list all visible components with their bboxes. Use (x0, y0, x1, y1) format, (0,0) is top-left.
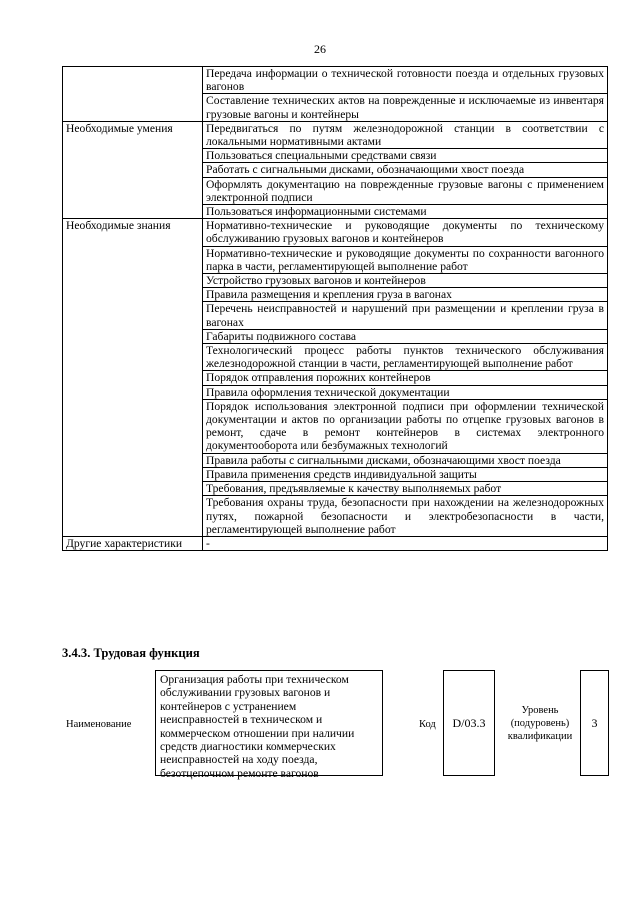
table-row (63, 219, 608, 246)
qualification-level-value: 3 (580, 670, 609, 776)
table-item: - (203, 536, 608, 550)
table-item: Передвигаться по путям железнодорожной станции в соответствии с локальными нормативными актами (203, 121, 608, 148)
code-value: D/03.3 (443, 670, 495, 776)
table-item: Перечень неисправностей и нарушений при размещении и креплении груза в вагонах (203, 302, 608, 329)
table-item: Нормативно-технические и руководящие документы по техническому обслуживанию грузовых вагонов и контейнеров (203, 219, 608, 246)
table-row (63, 536, 608, 550)
function-name-value: Организация работы при техническом обслуживании грузовых вагонов и контейнеров с устранением неисправностей в техническом и коммерческом отношении при наличии средств диагностики коммерческих неисправностей на ходу поезда, безотцепочном ремонте вагонов (155, 670, 383, 776)
page-number: 26 (314, 42, 326, 56)
code-label: Код (419, 719, 436, 730)
name-label: Наименование (66, 719, 132, 730)
row-label: Другие характеристики (63, 536, 203, 550)
table-item: Правила оформления технической документации (203, 385, 608, 399)
section-heading: 3.4.3. Трудовая функция (62, 646, 200, 660)
requirements-table (62, 66, 608, 551)
row-label (63, 67, 203, 122)
table-row (63, 121, 608, 148)
table-item: Передача информации о технической готовности поезда и отдельных грузовых вагонов (203, 67, 608, 94)
table-item: Правила работы с сигнальными дисками, обозначающими хвост поезда (203, 453, 608, 467)
table-item: Работать с сигнальными дисками, обозначающими хвост поезда (203, 163, 608, 177)
table-item: Пользоваться специальными средствами связи (203, 149, 608, 163)
table-item: Правила применения средств индивидуальной защиты (203, 467, 608, 481)
table-item: Технологический процесс работы пунктов технического обслуживания железнодорожной станции в части, регламентирующей выполнение работ (203, 344, 608, 371)
table-item: Порядок использования электронной подписи при оформлении технической документации и актов по организации работы по отцепке грузовых вагонов в ремонт, сдаче в ремонт контейнеров в системах электронного документооборота или безбумажных технологий (203, 399, 608, 453)
table-item: Пользоваться информационными системами (203, 205, 608, 219)
row-label: Необходимые знания (63, 219, 203, 537)
table-item: Нормативно-технические и руководящие документы по сохранности вагонного парка в части, регламентирующей выполнение работ (203, 246, 608, 273)
table-row (63, 67, 608, 94)
table-item: Требования охраны труда, безопасности при нахождении на железнодорожных путях, пожарной безопасности и электробезопасности в части, регламентирующей выполнение работ (203, 496, 608, 537)
qualification-level-label: Уровень (подуровень) квалификации (507, 705, 573, 742)
table-item: Порядок отправления порожних контейнеров (203, 371, 608, 385)
row-label: Необходимые умения (63, 121, 203, 218)
table-item: Требования, предъявляемые к качеству выполняемых работ (203, 482, 608, 496)
table-item: Устройство грузовых вагонов и контейнеров (203, 274, 608, 288)
table-item: Составление технических актов на поврежденные и исключаемые из инвентаря грузовые вагоны и контейнеры (203, 94, 608, 121)
table-item: Правила размещения и крепления груза в вагонах (203, 288, 608, 302)
table-item: Оформлять документацию на поврежденные грузовые вагоны с применением электронной подписи (203, 177, 608, 204)
table-item: Габариты подвижного состава (203, 329, 608, 343)
